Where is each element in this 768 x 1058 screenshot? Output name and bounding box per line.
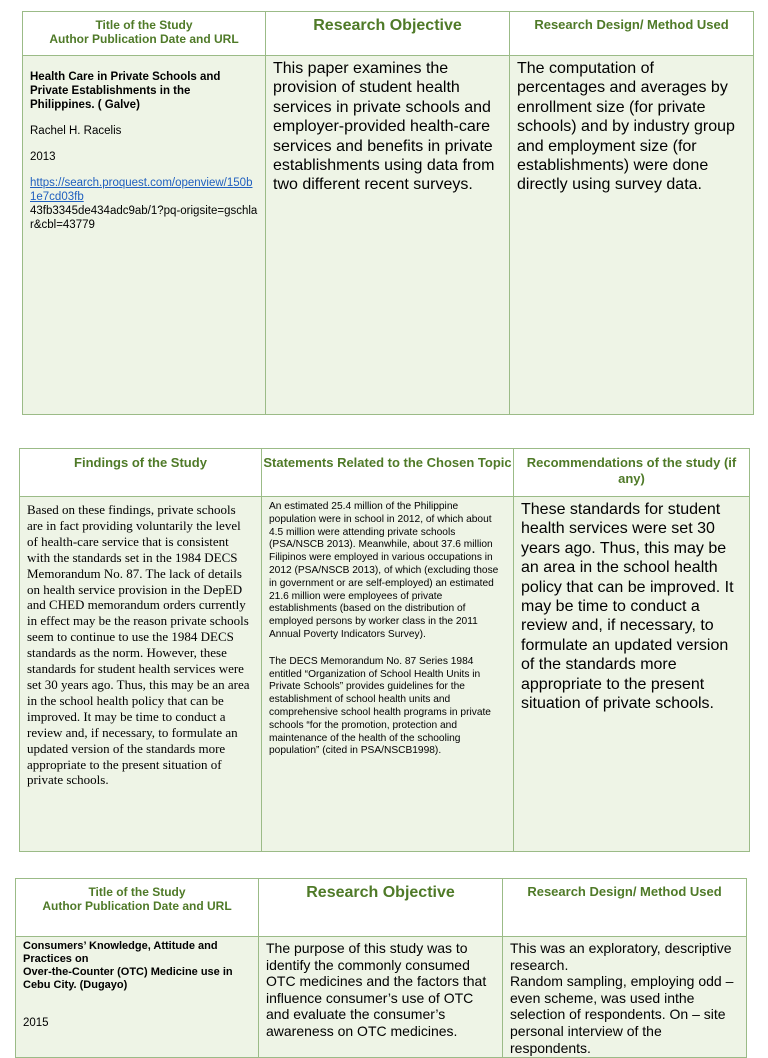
header-title-author bbox=[23, 12, 266, 56]
objective-cell bbox=[259, 937, 503, 1058]
study-year: 2013 bbox=[30, 151, 56, 163]
study-url-rest: 43fb3345de434adc9ab/1?pq-origsite=gschlar&cbl=43779 bbox=[30, 205, 258, 231]
design-cell bbox=[510, 56, 754, 415]
study-table-3 bbox=[15, 878, 747, 1058]
research-design-text: The computation of percentages and averages by enrollment size (for private schools) and by industry group and employment size (for establishments) were done directly using survey data. bbox=[517, 60, 735, 194]
recommendation-text: These standards for student health services were set 30 years ago. Thus, this may be an area in the school health policy that can be improved. It may be time to conduct a review and, if necessary, to formulate an updated version of the standards more appropriate to the present situation of private schools. bbox=[521, 501, 734, 713]
study-title-line-1: Consumers’ Knowledge, Attitude and Practices on bbox=[23, 940, 218, 965]
study-info-cell bbox=[16, 937, 259, 1058]
design-cell bbox=[503, 937, 747, 1058]
research-objective-text: The purpose of this study was to identify the commonly consumed OTC medicines and the factors that influence consumer’s use of OTC and evaluate the consumer’s awareness on OTC medicines. bbox=[266, 940, 487, 1039]
study-info-cell bbox=[23, 56, 266, 415]
study-year: 2015 bbox=[23, 1017, 49, 1029]
header-statements: Statements Related to the Chosen Topic bbox=[262, 449, 514, 497]
research-objective-text: This paper examines the provision of student health services in private schools and employer-provided health-care services and benefits in private establishments using data from two different recent surveys. bbox=[273, 60, 495, 194]
header-author-line: Author Publication Date and URL bbox=[42, 899, 232, 913]
header-recommendations: Recommendations of the study (if any) bbox=[514, 449, 750, 497]
study-title: Health Care in Private Schools and Private Establishments in the Philippines. ( Galve) bbox=[30, 71, 221, 111]
findings-text: Based on these findings, private schools are in fact providing voluntarily the level of health-care service that is consistent with the standards set in the 1984 DECS Memorandum No. 87. The lack of details on health service provision in the DepED and CHED memorandum orders currently in effect may be the reason private schools seem to continue to use the 1984 DECS standards as the norm. However, these standards for student health services were set 30 years ago. Thus, this may be an area in the school health policy that can be improved. It may be time to conduct a review and, if necessary, to formulate an updated version of the standards more appropriate to the present situation of private schools. bbox=[27, 502, 250, 788]
study-table-2 bbox=[19, 448, 750, 852]
header-research-objective: Research Objective bbox=[266, 12, 510, 56]
objective-cell bbox=[266, 56, 510, 415]
header-research-design: Research Design/ Method Used bbox=[510, 12, 754, 56]
study-title-line-2: Over-the-Counter (OTC) Medicine use in Cebu City. (Dugayo) bbox=[23, 966, 233, 991]
research-design-line-1: This was an exploratory, descriptive research. bbox=[510, 940, 732, 973]
study-url-link[interactable]: https://search.proquest.com/openview/150b1e7cd03fb bbox=[30, 177, 253, 203]
header-title-line: Title of the Study bbox=[88, 885, 186, 899]
header-author-line: Author Publication Date and URL bbox=[49, 32, 239, 46]
recommendations-cell bbox=[514, 497, 750, 852]
findings-cell bbox=[20, 497, 262, 852]
study-table-1 bbox=[22, 11, 754, 415]
statements-cell bbox=[262, 497, 514, 852]
statement-paragraph-2: The DECS Memorandum No. 87 Series 1984 entitled “Organization of School Health Units in Private Schools” provides guidelines for the establishment of school health units and comprehensive school health programs in private schools “for the promotion, protection and maintenance of the health of the schooling population” (cited in PSA/NSCB1998). bbox=[269, 655, 491, 757]
statement-paragraph-1: An estimated 25.4 million of the Philippine population were in school in 2012, of which about 4.5 million were attending private schools (PSA/NSCB 2013). Meanwhile, about 37.6 million Filipinos were employed in various occupations in 2012 (PSA/NSCB 2013), of which (excluding those in government or are self-employed) an estimated 21.6 million were employees of private establishments (based on the distribution of employed persons by worker class in the 2011 Annual Poverty Indicators Survey). bbox=[269, 501, 499, 640]
research-design-line-2: Random sampling, employing odd – even scheme, was used inthe selection of respondents. On – site personal interview of the respondents. bbox=[510, 973, 734, 1056]
header-title-author bbox=[16, 879, 259, 937]
study-author: Rachel H. Racelis bbox=[30, 125, 122, 137]
header-title-line: Title of the Study bbox=[95, 18, 193, 32]
header-findings: Findings of the Study bbox=[20, 449, 262, 497]
header-research-objective: Research Objective bbox=[259, 879, 503, 937]
header-research-design: Research Design/ Method Used bbox=[503, 879, 747, 937]
